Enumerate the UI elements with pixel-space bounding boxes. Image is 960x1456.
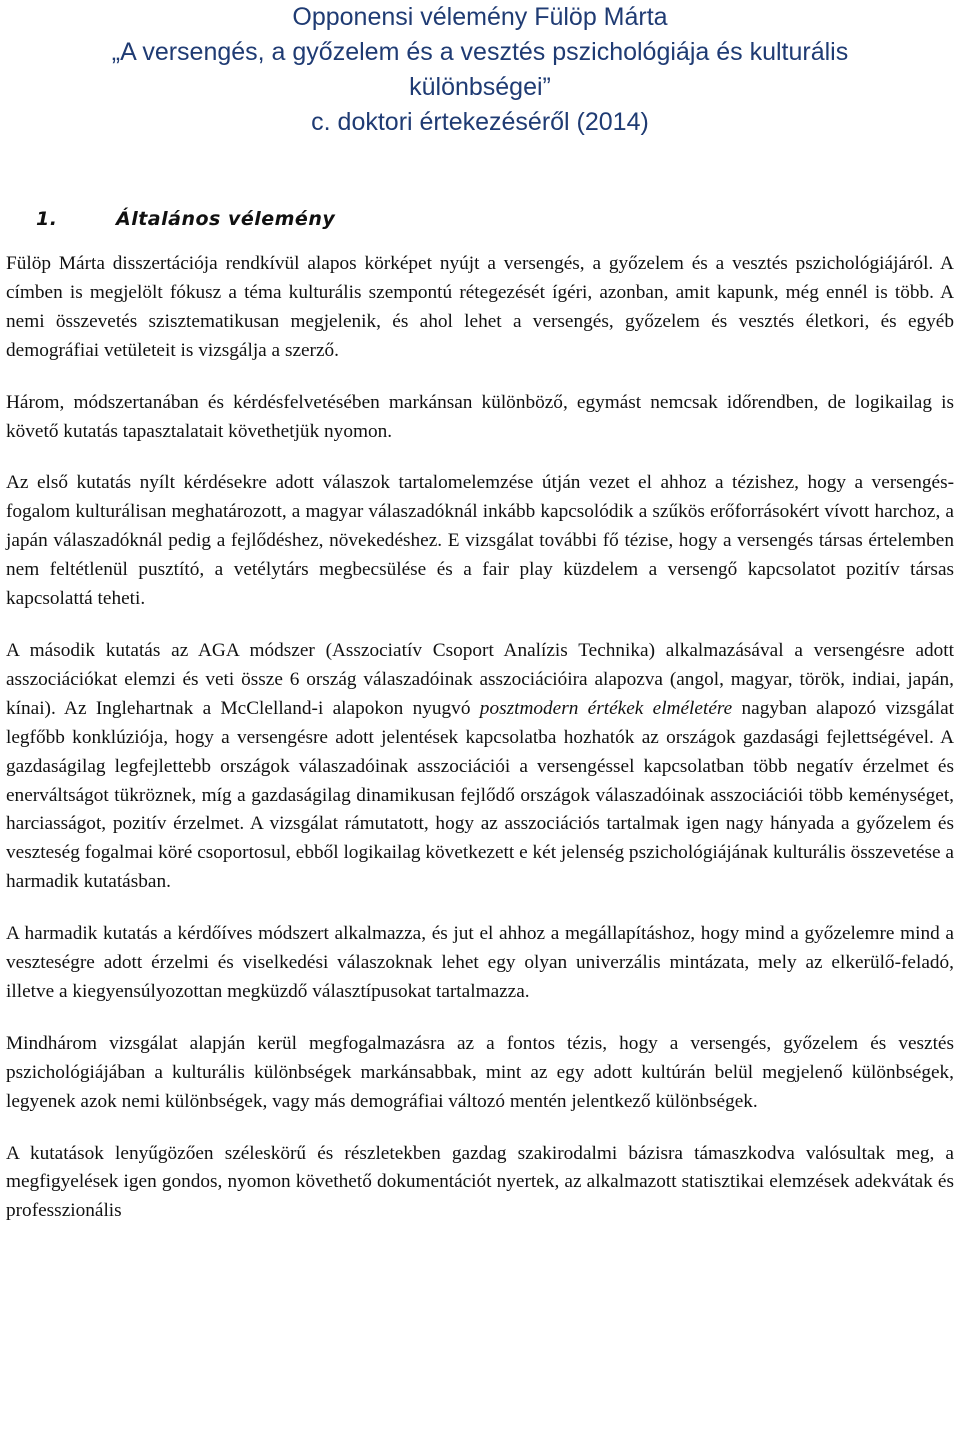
section-heading bbox=[6, 206, 954, 232]
document-title bbox=[6, 0, 954, 140]
paragraph-4-part-2: nagyban alapozó vizsgálat legfőbb konklúziója, hogy a versengésre adott jelentések kapcsolatba hozhatók az országok gazdasági fejlettségével. A gazdaságilag legfejlettebb országok válaszadóinak asszociációi a versengéssel kapcsolatban több negatív érzelmet és enerváltságot tükröznek, míg a gazdaságilag dinamikusan fejlődő országok válaszadóinak asszociációi több keménységet, harciasságot, pozitív érzelmet. A vizsgálat rámutatott, hogy az asszociációs tartalmak igen nagy hányada a győzelem és veszteség fogalmai köré csoportosul, ebből logikailag következett e két jelenség pszichológiájának kulturális összevetése a harmadik kutatásban. bbox=[6, 697, 954, 893]
section-title: Általános vélemény bbox=[116, 208, 336, 230]
paragraph-4 bbox=[6, 637, 954, 897]
title-line-1: Opponensi vélemény Fülöp Márta bbox=[292, 3, 668, 31]
paragraph-4-part-1: A második kutatás az AGA módszer (Asszociatív Csoport Analízis Technika) alkalmazásával a versengésre adott asszociációkat elemzi és veti össze 6 ország válaszadóinak asszociációira alapozva (angol, magyar, török, indiai, japán, kínai). Az Inglehartnak a McClelland-i alapokon nyugvó bbox=[6, 639, 954, 719]
paragraph-3: Az első kutatás nyílt kérdésekre adott válaszok tartalomelemzése útján vezet el ahhoz a tézishez, hogy a versengés-fogalom kulturálisan meghatározott, a magyar válaszadóknál inkább kapcsolódik a szűkös erőforrásokért vívott harchoz, a japán válaszadóknál pedig a fejlődéshez, növekedéshez. E vizsgálat további fő tézise, hogy a versengés társas értelemben nem feltétlenül pusztító, a vetélytárs megbecsülése és a fair play küzdelem a versengő kapcsolatot pozitív társas kapcsolattá teheti. bbox=[6, 472, 954, 610]
paragraph-4-emphasis: posztmodern értékek elméletére bbox=[479, 697, 733, 719]
paragraph-7: A kutatások lenyűgözően széleskörű és részletekben gazdag szakirodalmi bázisra támaszkodva valósultak meg, a megfigyelések igen gondos, nyomon követhető dokumentációt nyertek, az alkalmazott statisztikai elemzések adekvátak és professzionális bbox=[6, 1142, 954, 1222]
paragraph-5: A harmadik kutatás a kérdőíves módszert alkalmazza, és jut el ahhoz a megállapításhoz, hogy mind a győzelemre mind a veszteségre adott érzelmi és viselkedési válaszoknak lehet egy olyan univerzális mintázata, mely az elkerülő-feladó, illetve a kiegyensúlyozottan megküzdő választípusokat tartalmazza. bbox=[6, 923, 954, 1002]
title-line-2: „A versengés, a győzelem és a vesztés pszichológiája és kulturális bbox=[111, 38, 849, 66]
title-line-4: c. doktori értekezéséről (2014) bbox=[311, 108, 649, 136]
section-number: 1. bbox=[36, 208, 58, 230]
paragraph-1: Fülöp Márta disszertációja rendkívül alapos körképet nyújt a versengés, a győzelem és a vesztés pszichológiájáról. A címben is megjelölt fókusz a téma kulturális szempontú rétegezését ígéri, azonban, amit kapunk, még ennél is több. A nemi összevetés szisztematikusan megjelenik, és ahol lehet a versengés, győzelem és vesztés életkori, és egyéb demográfiai vetületeit is vizsgálja a szerző. bbox=[6, 253, 954, 361]
paragraph-6: Mindhárom vizsgálat alapján kerül megfogalmazásra az a fontos tézis, hogy a versengés, győzelem és vesztés pszichológiájában a kulturális különbségek markánsabbak, mint az egy adott kultúrán belül megjelenő különbségek, legyenek azok nemi különbségek, vagy más demográfiai változó mentén jelentkező különbségek. bbox=[6, 1032, 954, 1112]
title-line-3: különbségei” bbox=[409, 73, 551, 101]
paragraph-2: Három, módszertanában és kérdésfelvetésében markánsan különböző, egymást nemcsak időrendben, de logikailag is követő kutatás tapasztalatait követhetjük nyomon. bbox=[6, 391, 954, 442]
document-page bbox=[6, 0, 954, 1226]
